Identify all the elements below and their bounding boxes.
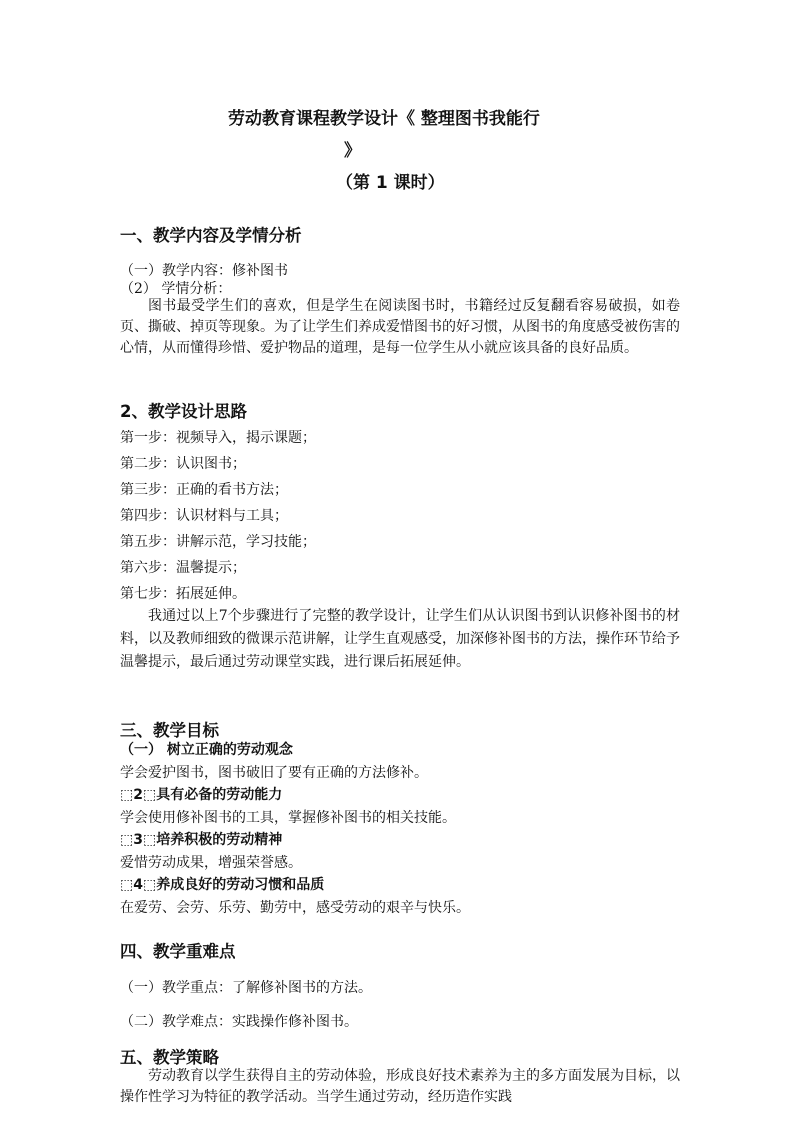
section2-heading: 2、教学设计思路 xyxy=(120,402,247,421)
section1-heading: 一、教学内容及学情分析 xyxy=(120,226,302,245)
design-step-2: 第二步：认识图书； xyxy=(120,456,246,472)
goal-2-title: ⬚2⬚具有必备的劳动能力 xyxy=(120,787,283,803)
difficult-point-line: （二）教学难点：实践操作修补图书。 xyxy=(120,1014,358,1030)
student-analysis-label: （2） 学情分析： xyxy=(120,281,232,297)
doc-title-lesson: （第 1 课时） xyxy=(336,173,445,193)
goal-2-text: 学会使用修补图书的工具，掌握修补图书的相关技能。 xyxy=(120,810,456,826)
design-step-4: 第四步：认识材料与工具； xyxy=(120,508,288,524)
student-analysis-paragraph: 图书最受学生们的喜欢，但是学生在阅读图书时，书籍经过反复翻看容易破损，如卷页、撕破、掉页等现象。为了让学生们养成爱惜图书的好习惯，从图书的角度感受被伤害的心情，从而懂得珍惜、爱护物品的道理，是每一位学生从小就应该具备的良好品质。 xyxy=(120,298,680,356)
section3-heading: 三、教学目标 xyxy=(120,721,219,740)
strategy-paragraph: 劳动教育以学生获得自主的劳动体验，形成良好技术素养为主的多方面发展为目标，以操作性学习为特征的教学活动。当学生通过劳动，经历造作实践 xyxy=(120,1068,680,1105)
design-step-7: 第七步：拓展延伸。 xyxy=(120,586,246,602)
goal-3-text: 爱惜劳动成果，增强荣誉感。 xyxy=(120,855,302,871)
goal-3-title: ⬚3⬚培养积极的劳动精神 xyxy=(120,832,283,848)
key-point-line: （一）教学重点：了解修补图书的方法。 xyxy=(120,980,372,996)
design-step-6: 第六步：温馨提示； xyxy=(120,560,246,576)
section5-heading: 五、教学策略 xyxy=(120,1048,219,1067)
goal-4-title: ⬚4⬚养成良好的劳动习惯和品质 xyxy=(120,877,325,893)
design-step-5: 第五步：讲解示范，学习技能； xyxy=(120,534,316,550)
doc-title-line2: 》 xyxy=(344,141,361,161)
goal-1-title: （一） 树立正确的劳动观念 xyxy=(120,742,293,758)
section4-heading: 四、教学重难点 xyxy=(120,942,236,961)
design-step-3: 第三步：正确的看书方法； xyxy=(120,482,288,498)
teaching-content-line: （一）教学内容：修补图书 xyxy=(120,263,288,279)
doc-title-line1: 劳动教育课程教学设计《 整理图书我能行 xyxy=(228,109,540,129)
goal-4-text: 在爱劳、会劳、乐劳、勤劳中，感受劳动的艰辛与快乐。 xyxy=(120,900,470,916)
design-summary-paragraph: 我通过以上7个步骤进行了完整的教学设计，让学生们从认识图书到认识修补图书的材料，以及教师细致的微课示范讲解，让学生直观感受，加深修补图书的方法，操作环节给予温馨提示，最后通过劳动课堂实践，进行课后拓展延伸。 xyxy=(120,608,680,670)
design-step-1: 第一步：视频导入，揭示课题； xyxy=(120,430,316,446)
goal-1-text: 学会爱护图书，图书破旧了要有正确的方法修补。 xyxy=(120,765,428,781)
